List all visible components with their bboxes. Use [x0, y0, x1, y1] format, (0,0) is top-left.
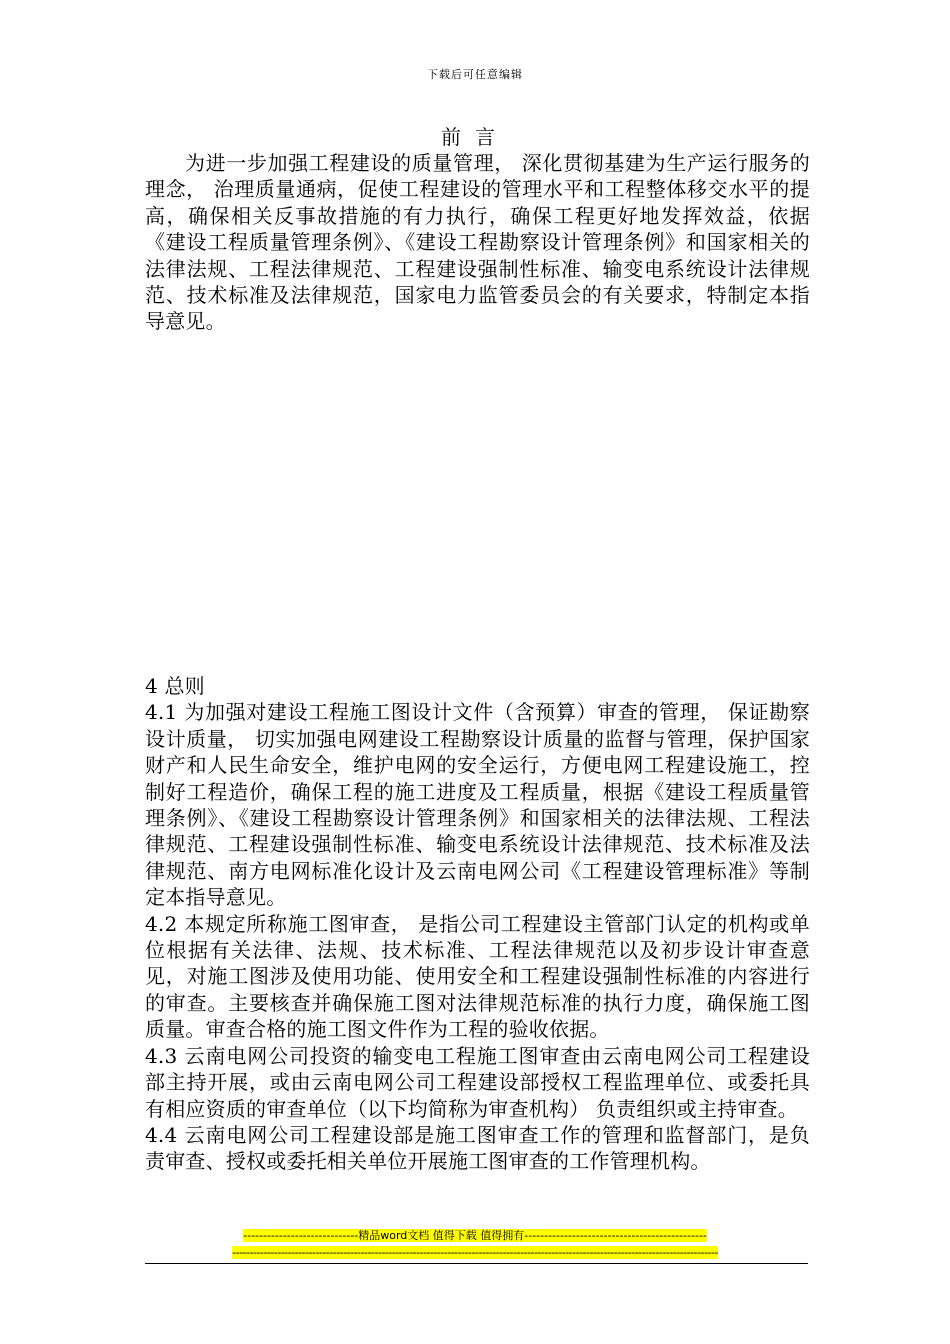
footer-divider: [145, 1263, 808, 1264]
clause-4-1: 4.1 为加强对建设工程施工图设计文件（含预算）审查的管理， 保证勘察设计质量， 切实加强电网建设工程勘察设计质量的监督与管理，保护国家财产和人民生命安全，维护电网的安全运行，方便电网工程建设施工，控制好工程造价，确保工程的施工进度及工程质量，根据《建设工程质量管理条例》、《建设工程勘察设计管理条例》和国家相关的法律法规、工程法律规范、工程建设强制性标准、输变电系统设计法律规范、技术标准及法律规范、南方电网标准化设计及云南电网公司《工程建设管理标准》等制定本指导意见。: [145, 700, 810, 910]
clause-4-3: 4.3 云南电网公司投资的输变电工程施工图审查由云南电网公司工程建设部主持开展，或由云南电网公司工程建设部授权工程监理单位、或委托具有相应资质的审查单位（以下均简称为审查机构） 负责组织或主持审查。: [145, 1043, 810, 1121]
chapter-heading: 4 总则: [145, 674, 205, 698]
footer-banner-line-1: -----------------------------精品word文档 值得下载 值得拥有----------------------------------------------: [243, 1229, 707, 1242]
preface-paragraph: 为进一步加强工程建设的质量管理， 深化贯彻基建为生产运行服务的理念， 治理质量通病，促使工程建设的管理水平和工程整体移交水平的提高，确保相关反事故措施的有力执行，确保工程更好地发挥效益，依据《建设工程质量管理条例》、《建设工程勘察设计管理条例》和国家相关的法律法规、工程法律规范、工程建设强制性标准、输变电系统设计法律规范、技术标准及法律规范，国家电力监管委员会的有关要求，特制定本指导意见。: [145, 151, 810, 334]
clause-4-2: 4.2 本规定所称施工图审查， 是指公司工程建设主管部门认定的机构或单位根据有关法律、法规、技术标准、工程法律规范以及初步设计审查意见，对施工图涉及使用功能、使用安全和工程建设强制性标准的内容进行的审查。主要核查并确保施工图对法律规范标准的执行力度，确保施工图质量。审查合格的施工图文件作为工程的验收依据。: [145, 911, 810, 1042]
chapter-section: [145, 673, 810, 1175]
preface-title: 前言: [441, 125, 509, 149]
footer-banner-line-2: --------------------------------------------------------------------------------------------------------------------------------------------: [232, 1246, 718, 1259]
footer-banner: [0, 1229, 950, 1259]
clause-4-4: 4.4 云南电网公司工程建设部是施工图审查工作的管理和监督部门，是负责审查、授权或委托相关单位开展施工图审查的工作管理机构。: [145, 1122, 810, 1174]
page-header: 下载后可任意编辑: [427, 68, 523, 81]
